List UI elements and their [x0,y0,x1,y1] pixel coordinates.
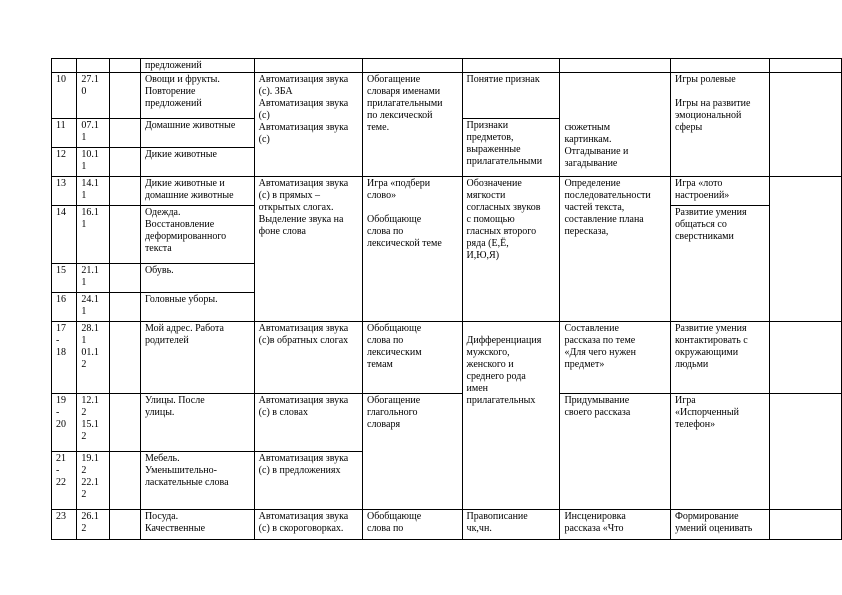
number-cell: 17 - 18 [52,322,77,394]
topic-cell: Домашние животные [140,119,254,148]
topic-cell: предложений [140,59,254,73]
table-row [52,59,842,73]
grammar-cell [462,59,560,73]
grammar-cell: Признаки предметов, выраженные прилагательными [462,119,560,177]
sound-cell: Автоматизация звука (с)в обратных слогах [254,322,362,394]
date-cell: 16.1 1 [77,206,109,264]
date-cell: 21.1 1 [77,264,109,293]
empty-cell [109,206,140,264]
empty-cell [109,119,140,148]
number-cell: 12 [52,148,77,177]
speech-cell: Определение последовательности частей текста, составление плана пересказа, [560,177,671,322]
speech-cell: Инсценировка рассказа «Что [560,510,671,540]
games-cell: Развитие умения общаться со сверстниками [670,206,769,322]
grammar-cell: Правописание чк,чн. [462,510,560,540]
empty-cell [769,177,841,322]
number-cell: 21 - 22 [52,452,77,510]
table-row [52,73,842,119]
number-cell: 16 [52,293,77,322]
empty-cell [769,322,841,394]
empty-cell [109,394,140,452]
topic-cell: Мой адрес. Работа родителей [140,322,254,394]
date-cell: 27.1 0 [77,73,109,119]
date-cell: 12.1 2 15.1 2 [77,394,109,452]
number-cell: 14 [52,206,77,264]
date-cell: 10.1 1 [77,148,109,177]
games-cell: Развитие умения контактировать с окружающими людьми [670,322,769,394]
topic-cell: Посуда. Качественные [140,510,254,540]
date-cell: 28.1 1 01.1 2 [77,322,109,394]
grammar-cell: Обозначение мягкости согласных звуков с помощью гласных второго ряда (Е,Ё, И,Ю,Я) [462,177,560,322]
sound-cell [254,59,362,73]
grammar-cell: Дифференциация мужского, женского и среднего рода имен прилагательных [462,322,560,510]
empty-cell [109,73,140,119]
grammar-cell: Понятие признак [462,73,560,119]
speech-cell: Придумывание своего рассказа [560,394,671,510]
lexicon-cell: Обогащение глагольного словаря [363,394,463,510]
games-cell: Игра «Испорченный телефон» [670,394,769,510]
speech-cell: сюжетным картинкам. Отгадывание и загадывание [560,73,671,177]
empty-cell [109,59,140,73]
topic-cell: Дикие животные и домашние животные [140,177,254,206]
sound-cell: Автоматизация звука (с) в словах [254,394,362,452]
empty-cell [109,293,140,322]
lexicon-cell: Обогащение словаря именами прилагательными по лексической теме. [363,73,463,177]
topic-cell: Улицы. После улицы. [140,394,254,452]
speech-cell [560,59,671,73]
lesson-plan-table [51,58,842,540]
lexicon-cell [363,59,463,73]
empty-cell [109,322,140,394]
topic-cell: Мебель. Уменьшительно- ласкательные слова [140,452,254,510]
table-row [52,322,842,394]
topic-cell: Головные уборы. [140,293,254,322]
date-cell: 24.1 1 [77,293,109,322]
number-cell: 13 [52,177,77,206]
number-cell: 23 [52,510,77,540]
games-cell: Формирование умений оценивать [670,510,769,540]
lexicon-cell: Обобщающе слова по лексическим темам [363,322,463,394]
sound-cell: Автоматизация звука (с) в скороговорках. [254,510,362,540]
date-cell: 19.1 2 22.1 2 [77,452,109,510]
date-cell: 07.1 1 [77,119,109,148]
lexicon-cell: Обобщающе слова по [363,510,463,540]
number-cell: 15 [52,264,77,293]
empty-cell [769,73,841,177]
number-cell [52,59,77,73]
table-row [52,177,842,206]
number-cell: 10 [52,73,77,119]
date-cell: 14.1 1 [77,177,109,206]
sound-cell: Автоматизация звука (с). ЗБА Автоматизация звука (с) Автоматизация звука (с) [254,73,362,177]
sound-cell: Автоматизация звука (с) в прямых – открытых слогах. Выделение звука на фоне слова [254,177,362,322]
empty-cell [109,264,140,293]
empty-cell [769,510,841,540]
table-row [52,394,842,452]
games-cell [670,59,769,73]
empty-cell [109,148,140,177]
empty-cell [109,510,140,540]
topic-cell: Дикие животные [140,148,254,177]
lexicon-cell: Игра «подбери слово» Обобщающе слова по лексической теме [363,177,463,322]
topic-cell: Обувь. [140,264,254,293]
number-cell: 11 [52,119,77,148]
date-cell [77,59,109,73]
sound-cell: Автоматизация звука (с) в предложениях [254,452,362,510]
topic-cell: Одежда. Восстановление деформированного текста [140,206,254,264]
topic-cell: Овощи и фрукты. Повторение предложений [140,73,254,119]
date-cell: 26.1 2 [77,510,109,540]
empty-cell [109,452,140,510]
number-cell: 19 - 20 [52,394,77,452]
empty-cell [769,394,841,510]
table-row [52,510,842,540]
speech-cell: Составление рассказа по теме «Для чего нужен предмет» [560,322,671,394]
games-cell: Игра «лото настроений» [670,177,769,206]
empty-cell [769,59,841,73]
empty-cell [109,177,140,206]
games-cell: Игры ролевые Игры на развитие эмоциональной сферы [670,73,769,177]
